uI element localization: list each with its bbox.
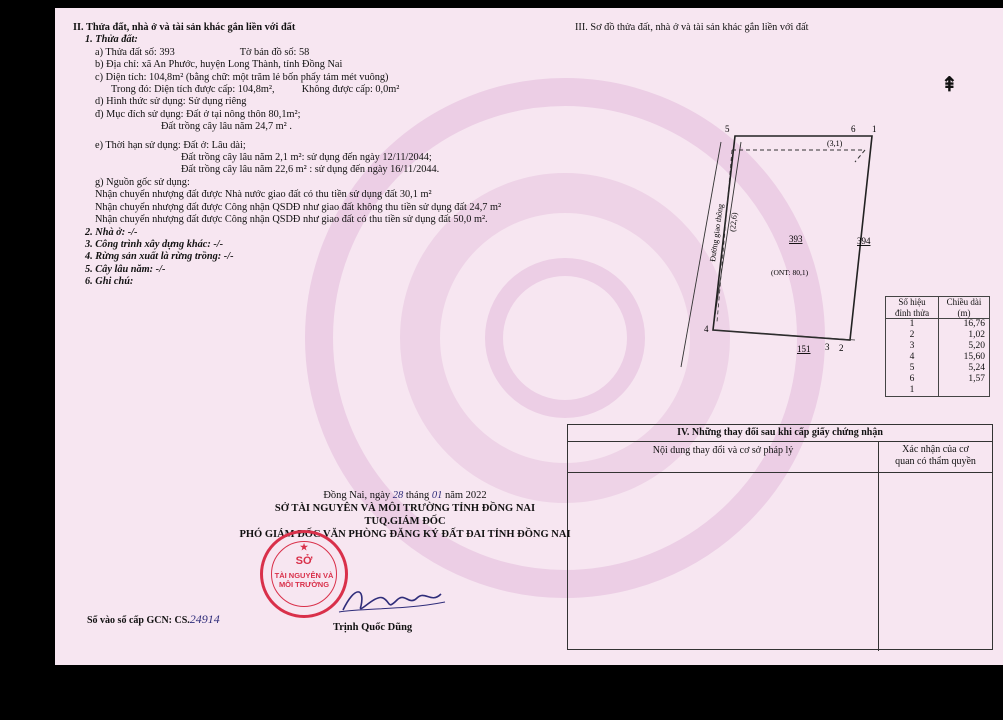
table-row: 6 1,57 bbox=[886, 374, 990, 385]
sign-title: PHÓ GIÁM ĐỐC VĂN PHÒNG ĐĂNG KÝ ĐẤT ĐAI TỈNH ĐỒNG NAI bbox=[239, 529, 571, 540]
section-iv-heading: IV. Những thay đổi sau khi cấp giấy chứng nhận bbox=[568, 425, 992, 442]
point-2: 2 bbox=[839, 343, 844, 353]
road-label: Đường giao thông bbox=[708, 203, 726, 263]
changes-body bbox=[568, 473, 992, 651]
table-row: 2 1,02 bbox=[886, 330, 990, 341]
parcel-label-393: 393 bbox=[789, 234, 803, 244]
neighbour-parcel-394: 394 bbox=[857, 236, 871, 246]
origin-line-3: Nhận chuyển nhượng đất được Công nhận QSDĐ như giao đất có thu tiền sử dụng đất 50,0 m². bbox=[95, 214, 488, 226]
certificate-page bbox=[55, 8, 1003, 665]
table-row: 1 16,76 bbox=[886, 319, 990, 331]
official-seal: ★ SỞ TÀI NGUYÊN VÀ MÔI TRƯỜNG bbox=[260, 530, 348, 618]
section-iii-heading: III. Sơ đồ thửa đất, nhà ở và tài sản khác gắn liền với đất bbox=[575, 22, 809, 33]
changes-confirm-header: Xác nhận của cơ quan có thẩm quyền bbox=[895, 444, 976, 467]
signer-name: Trịnh Quốc Dũng bbox=[333, 622, 413, 633]
address-line: b) Địa chỉ: xã An Phước, huyện Long Thành, tỉnh Đồng Nai bbox=[95, 59, 343, 71]
table-row: 4 15,60 bbox=[886, 352, 990, 363]
land-type-label: (ONT: 80,1) bbox=[771, 268, 809, 277]
changes-header-row bbox=[568, 442, 992, 473]
usage-term-line-3: Đất trồng cây lâu năm 22,6 m² : sử dụng đến ngày 16/11/2044. bbox=[181, 164, 440, 176]
usage-purpose-line: đ) Mục đích sử dụng: Đất ở tại nông thôn 80,1m²; bbox=[95, 108, 301, 120]
usage-purpose-line-2: Đất trồng cây lâu năm 24,7 m² . bbox=[161, 121, 292, 133]
point-6: 6 bbox=[851, 124, 856, 134]
table-row: 3 5,20 bbox=[886, 341, 990, 352]
edge-label-top: (3,1) bbox=[827, 139, 843, 148]
usage-form-line: d) Hình thức sử dụng: Sử dụng riêng bbox=[95, 96, 247, 108]
construction-heading: 3. Công trình xây dựng khác: -/- bbox=[85, 238, 224, 250]
parcel-heading: 1. Thửa đất: bbox=[85, 34, 138, 46]
handwritten-signature bbox=[335, 580, 455, 620]
sign-department: SỞ TÀI NGUYÊN VÀ MÔI TRƯỜNG TỈNH ĐỒNG NAI bbox=[274, 503, 536, 514]
parcel-inner-dashed bbox=[732, 150, 865, 162]
point-4: 4 bbox=[704, 324, 709, 334]
origin-line-2: Nhận chuyển nhượng đất được Công nhận QSDĐ như giao đất không thu tiền sử dụng đất 24,7 m² bbox=[95, 201, 502, 213]
usage-term-line: e) Thời hạn sử dụng: Đất ở: Lâu dài; bbox=[95, 139, 246, 151]
changes-confirm-cell bbox=[879, 473, 992, 651]
vertex-length-table bbox=[885, 296, 990, 397]
usage-term-line-2: Đất trồng cây lâu năm 2,1 m²: sử dụng đến ngày 12/11/2044; bbox=[181, 152, 432, 164]
edge-label-left: (22,6) bbox=[728, 212, 740, 233]
changes-content-header: Nội dung thay đổi và cơ sở pháp lý bbox=[568, 442, 879, 472]
point-1: 1 bbox=[872, 124, 877, 134]
origin-heading: g) Nguồn gốc sử dụng: bbox=[95, 176, 190, 188]
table-row: 5 5,24 bbox=[886, 363, 990, 374]
section-land-info bbox=[73, 22, 543, 289]
table-row: 1 bbox=[886, 385, 990, 397]
neighbour-parcel-151: 151 bbox=[797, 344, 811, 354]
point-3: 3 bbox=[825, 342, 830, 352]
section-ii-heading: II. Thửa đất, nhà ở và tài sản khác gắn liền với đất bbox=[73, 22, 296, 33]
col-vertex-header: Số hiệu đỉnh thửa bbox=[886, 297, 939, 319]
point-5: 5 bbox=[725, 124, 730, 134]
area-line: c) Diện tích: 104,8m² (bằng chữ: một trăm lẻ bốn phẩy tám mét vuông) bbox=[95, 71, 389, 83]
north-arrow-icon: ⇞ bbox=[941, 74, 958, 96]
sign-role: TUQ.GIÁM ĐỐC bbox=[364, 516, 446, 527]
sign-date: Đồng Nai, ngày 28 tháng 01 năm 2022 bbox=[323, 490, 487, 501]
house-heading: 2. Nhà ở: -/- bbox=[85, 226, 138, 238]
signature-block bbox=[195, 490, 615, 542]
section-changes bbox=[567, 424, 993, 650]
perennial-heading: 5. Cây lâu năm: -/- bbox=[85, 263, 166, 275]
origin-line-1: Nhận chuyển nhượng đất được Nhà nước giao đất có thu tiền sử dụng đất 30,1 m² bbox=[95, 189, 432, 201]
forest-heading: 4. Rừng sản xuất là rừng trồng: -/- bbox=[85, 251, 234, 263]
registration-number: Số vào sổ cấp GCN: CS.24914 bbox=[87, 612, 220, 626]
col-length-header: Chiều dài (m) bbox=[939, 297, 990, 319]
notes-heading: 6. Ghi chú: bbox=[85, 276, 134, 288]
area-detail-line: Trong đó: Diện tích được cấp: 104,8m², Không được cấp: 0,0m² bbox=[111, 84, 400, 96]
parcel-number-line: a) Thửa đất số: 393 Tờ bản đồ số: 58 bbox=[95, 46, 310, 58]
neighbour-boundary bbox=[713, 330, 855, 340]
